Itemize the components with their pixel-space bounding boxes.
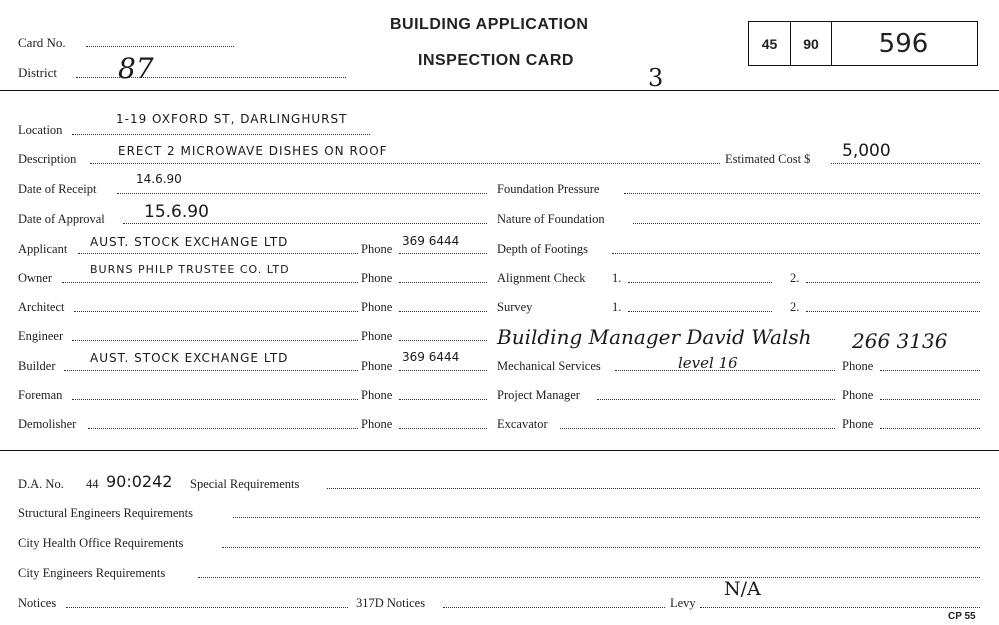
foreman-label: Foreman: [18, 388, 63, 402]
builder-phone-line: [399, 370, 487, 371]
excavator-phone-line: [880, 428, 980, 429]
project-manager-line: [597, 399, 835, 400]
architect-phone-line: [399, 311, 487, 312]
card-no-label: Card No.: [18, 35, 66, 50]
owner-phone-label: Phone: [361, 271, 393, 285]
project-manager-label: Project Manager: [497, 388, 580, 402]
special-label: Special Requirements: [190, 477, 300, 491]
project-manager-phone-line: [880, 399, 980, 400]
mechanical-label: Mechanical Services: [497, 359, 601, 373]
alignment-1-label: 1.: [612, 271, 622, 285]
approval-value: 15.6.90: [144, 202, 209, 222]
builder-value: AUST. STOCK EXCHANGE LTD: [90, 351, 289, 365]
approval-line: [123, 223, 487, 224]
city-engineers-label: City Engineers Requirements: [18, 566, 166, 580]
demolisher-label: Demolisher: [18, 417, 77, 431]
builder-phone-label: Phone: [361, 359, 393, 373]
project-manager-phone-label: Phone: [842, 388, 874, 402]
district-label: District: [18, 65, 57, 80]
applicant-phone-line: [399, 253, 487, 254]
survey-1-label: 1.: [612, 300, 622, 314]
excavator-line: [560, 428, 835, 429]
excavator-label: Excavator: [497, 417, 548, 431]
applicant-label: Applicant: [18, 242, 68, 256]
da-prefix: 44: [86, 477, 99, 491]
owner-line: [62, 282, 358, 283]
title-line-2: INSPECTION CARD: [418, 52, 574, 69]
reference-box: [748, 21, 978, 66]
notices-317d-line: [443, 607, 665, 608]
card-no-line: [86, 46, 234, 47]
alignment-label: Alignment Check: [497, 271, 586, 285]
depth-label: Depth of Footings: [497, 242, 588, 256]
owner-phone-line: [399, 282, 487, 283]
applicant-line: [78, 253, 358, 254]
district-value: 87: [118, 52, 154, 85]
engineer-label: Engineer: [18, 329, 64, 343]
location-label: Location: [18, 123, 63, 137]
structural-line: [233, 517, 980, 518]
applicant-phone-label: Phone: [361, 242, 393, 256]
mechanical-value: level 16: [678, 354, 738, 372]
levy-label: Levy: [670, 596, 696, 610]
receipt-line: [117, 193, 487, 194]
location-line: [72, 134, 370, 135]
health-line: [222, 547, 980, 548]
ref-cell-2: 90: [791, 22, 832, 65]
foreman-phone-line: [399, 399, 487, 400]
middle-divider: [0, 450, 999, 451]
foundation-pressure-line: [624, 193, 980, 194]
ref-cell-1: 45: [749, 22, 791, 65]
demolisher-line: [88, 428, 358, 429]
alignment-1-line: [628, 282, 772, 283]
notices-line: [66, 607, 348, 608]
applicant-value: AUST. STOCK EXCHANGE LTD: [90, 235, 289, 249]
receipt-label: Date of Receipt: [18, 182, 97, 196]
estimated-cost-value: 5,000: [842, 141, 891, 161]
architect-label: Architect: [18, 300, 65, 314]
survey-2-line: [806, 311, 980, 312]
mechanical-phone-label: Phone: [842, 359, 874, 373]
nature-label: Nature of Foundation: [497, 212, 605, 226]
page-mark: 3: [648, 64, 664, 92]
ref-number: 596: [878, 28, 929, 59]
architect-phone-label: Phone: [361, 300, 393, 314]
nature-line: [633, 223, 980, 224]
city-engineers-line: [198, 577, 980, 578]
notices-label: Notices: [18, 596, 57, 610]
builder-phone: 369 6444: [402, 350, 460, 364]
foreman-line: [72, 399, 358, 400]
owner-value: BURNS PHILP TRUSTEE CO. LTD: [90, 263, 290, 276]
approval-label: Date of Approval: [18, 212, 105, 226]
builder-label: Builder: [18, 359, 56, 373]
engineer-phone-label: Phone: [361, 329, 393, 343]
special-line: [327, 488, 980, 489]
alignment-2-line: [806, 282, 980, 283]
levy-value: N/A: [724, 578, 761, 600]
architect-line: [74, 311, 358, 312]
title-line-1: BUILDING APPLICATION: [390, 16, 589, 33]
foreman-phone-label: Phone: [361, 388, 393, 402]
engineer-line: [72, 340, 358, 341]
levy-line: [700, 607, 980, 608]
description-label: Description: [18, 152, 77, 166]
foundation-pressure-label: Foundation Pressure: [497, 182, 600, 196]
handwritten-phone: 266 3136: [852, 329, 948, 353]
mechanical-phone-line: [880, 370, 980, 371]
header-divider: [0, 90, 999, 91]
demolisher-phone-label: Phone: [361, 417, 393, 431]
da-value: 90:0242: [106, 472, 173, 491]
structural-label: Structural Engineers Requirements: [18, 506, 193, 520]
da-label: D.A. No.: [18, 477, 64, 491]
alignment-2-label: 2.: [790, 271, 800, 285]
description-line: [90, 163, 720, 164]
survey-1-line: [628, 311, 772, 312]
receipt-value: 14.6.90: [136, 172, 182, 186]
applicant-phone: 369 6444: [402, 234, 460, 248]
builder-line: [64, 370, 358, 371]
location-value: 1-19 OXFORD ST, DARLINGHURST: [116, 112, 348, 126]
form-code: CP 55: [948, 611, 976, 622]
depth-line: [612, 253, 980, 254]
health-label: City Health Office Requirements: [18, 536, 184, 550]
owner-label: Owner: [18, 271, 53, 285]
survey-label: Survey: [497, 300, 533, 314]
survey-2-label: 2.: [790, 300, 800, 314]
engineer-phone-line: [399, 340, 487, 341]
notices-317d-label: 317D Notices: [356, 596, 426, 610]
estimated-cost-line: [831, 163, 980, 164]
excavator-phone-label: Phone: [842, 417, 874, 431]
estimated-cost-label: Estimated Cost $: [725, 152, 811, 166]
handwritten-note: Building Manager David Walsh: [497, 325, 812, 349]
demolisher-phone-line: [399, 428, 487, 429]
district-line: [76, 77, 346, 78]
description-value: ERECT 2 MICROWAVE DISHES ON ROOF: [118, 144, 388, 158]
